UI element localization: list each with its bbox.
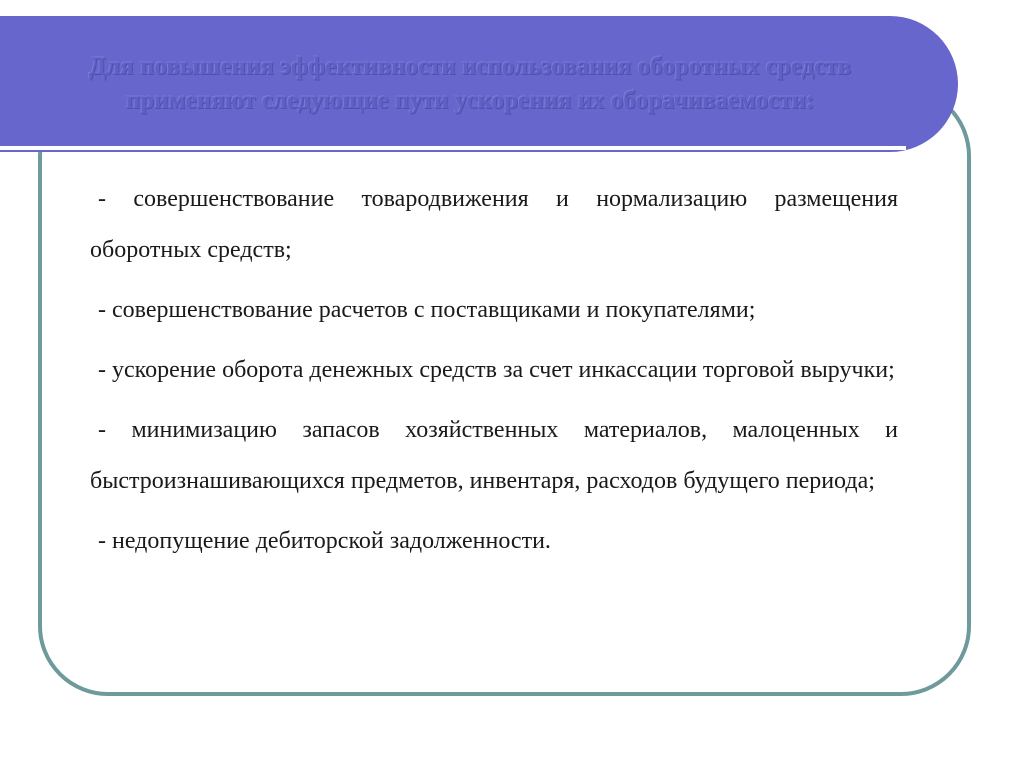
bullet-item: - совершенствование расчетов с поставщиками и покупателями; [98, 297, 756, 323]
bullet-item: - совершенствование товародвижения и нормализацию размещения оборотных средств; [90, 186, 898, 263]
bullet-list [90, 174, 898, 576]
slide-title: Для повышения эффективности использования оборотных средств применяют следующие пути ускорения их оборачиваемости: [88, 53, 852, 114]
title-underline [0, 146, 906, 150]
bullet-item: - ускорение оборота денежных средств за счет инкассации торговой выручки; [98, 357, 895, 383]
bullet-item: - минимизацию запасов хозяйственных материалов, малоценных и быстроизнашивающихся предметов, инвентаря, расходов будущего периода; [90, 417, 898, 494]
bullet-item: - недопущение дебиторской задолженности. [98, 528, 551, 554]
